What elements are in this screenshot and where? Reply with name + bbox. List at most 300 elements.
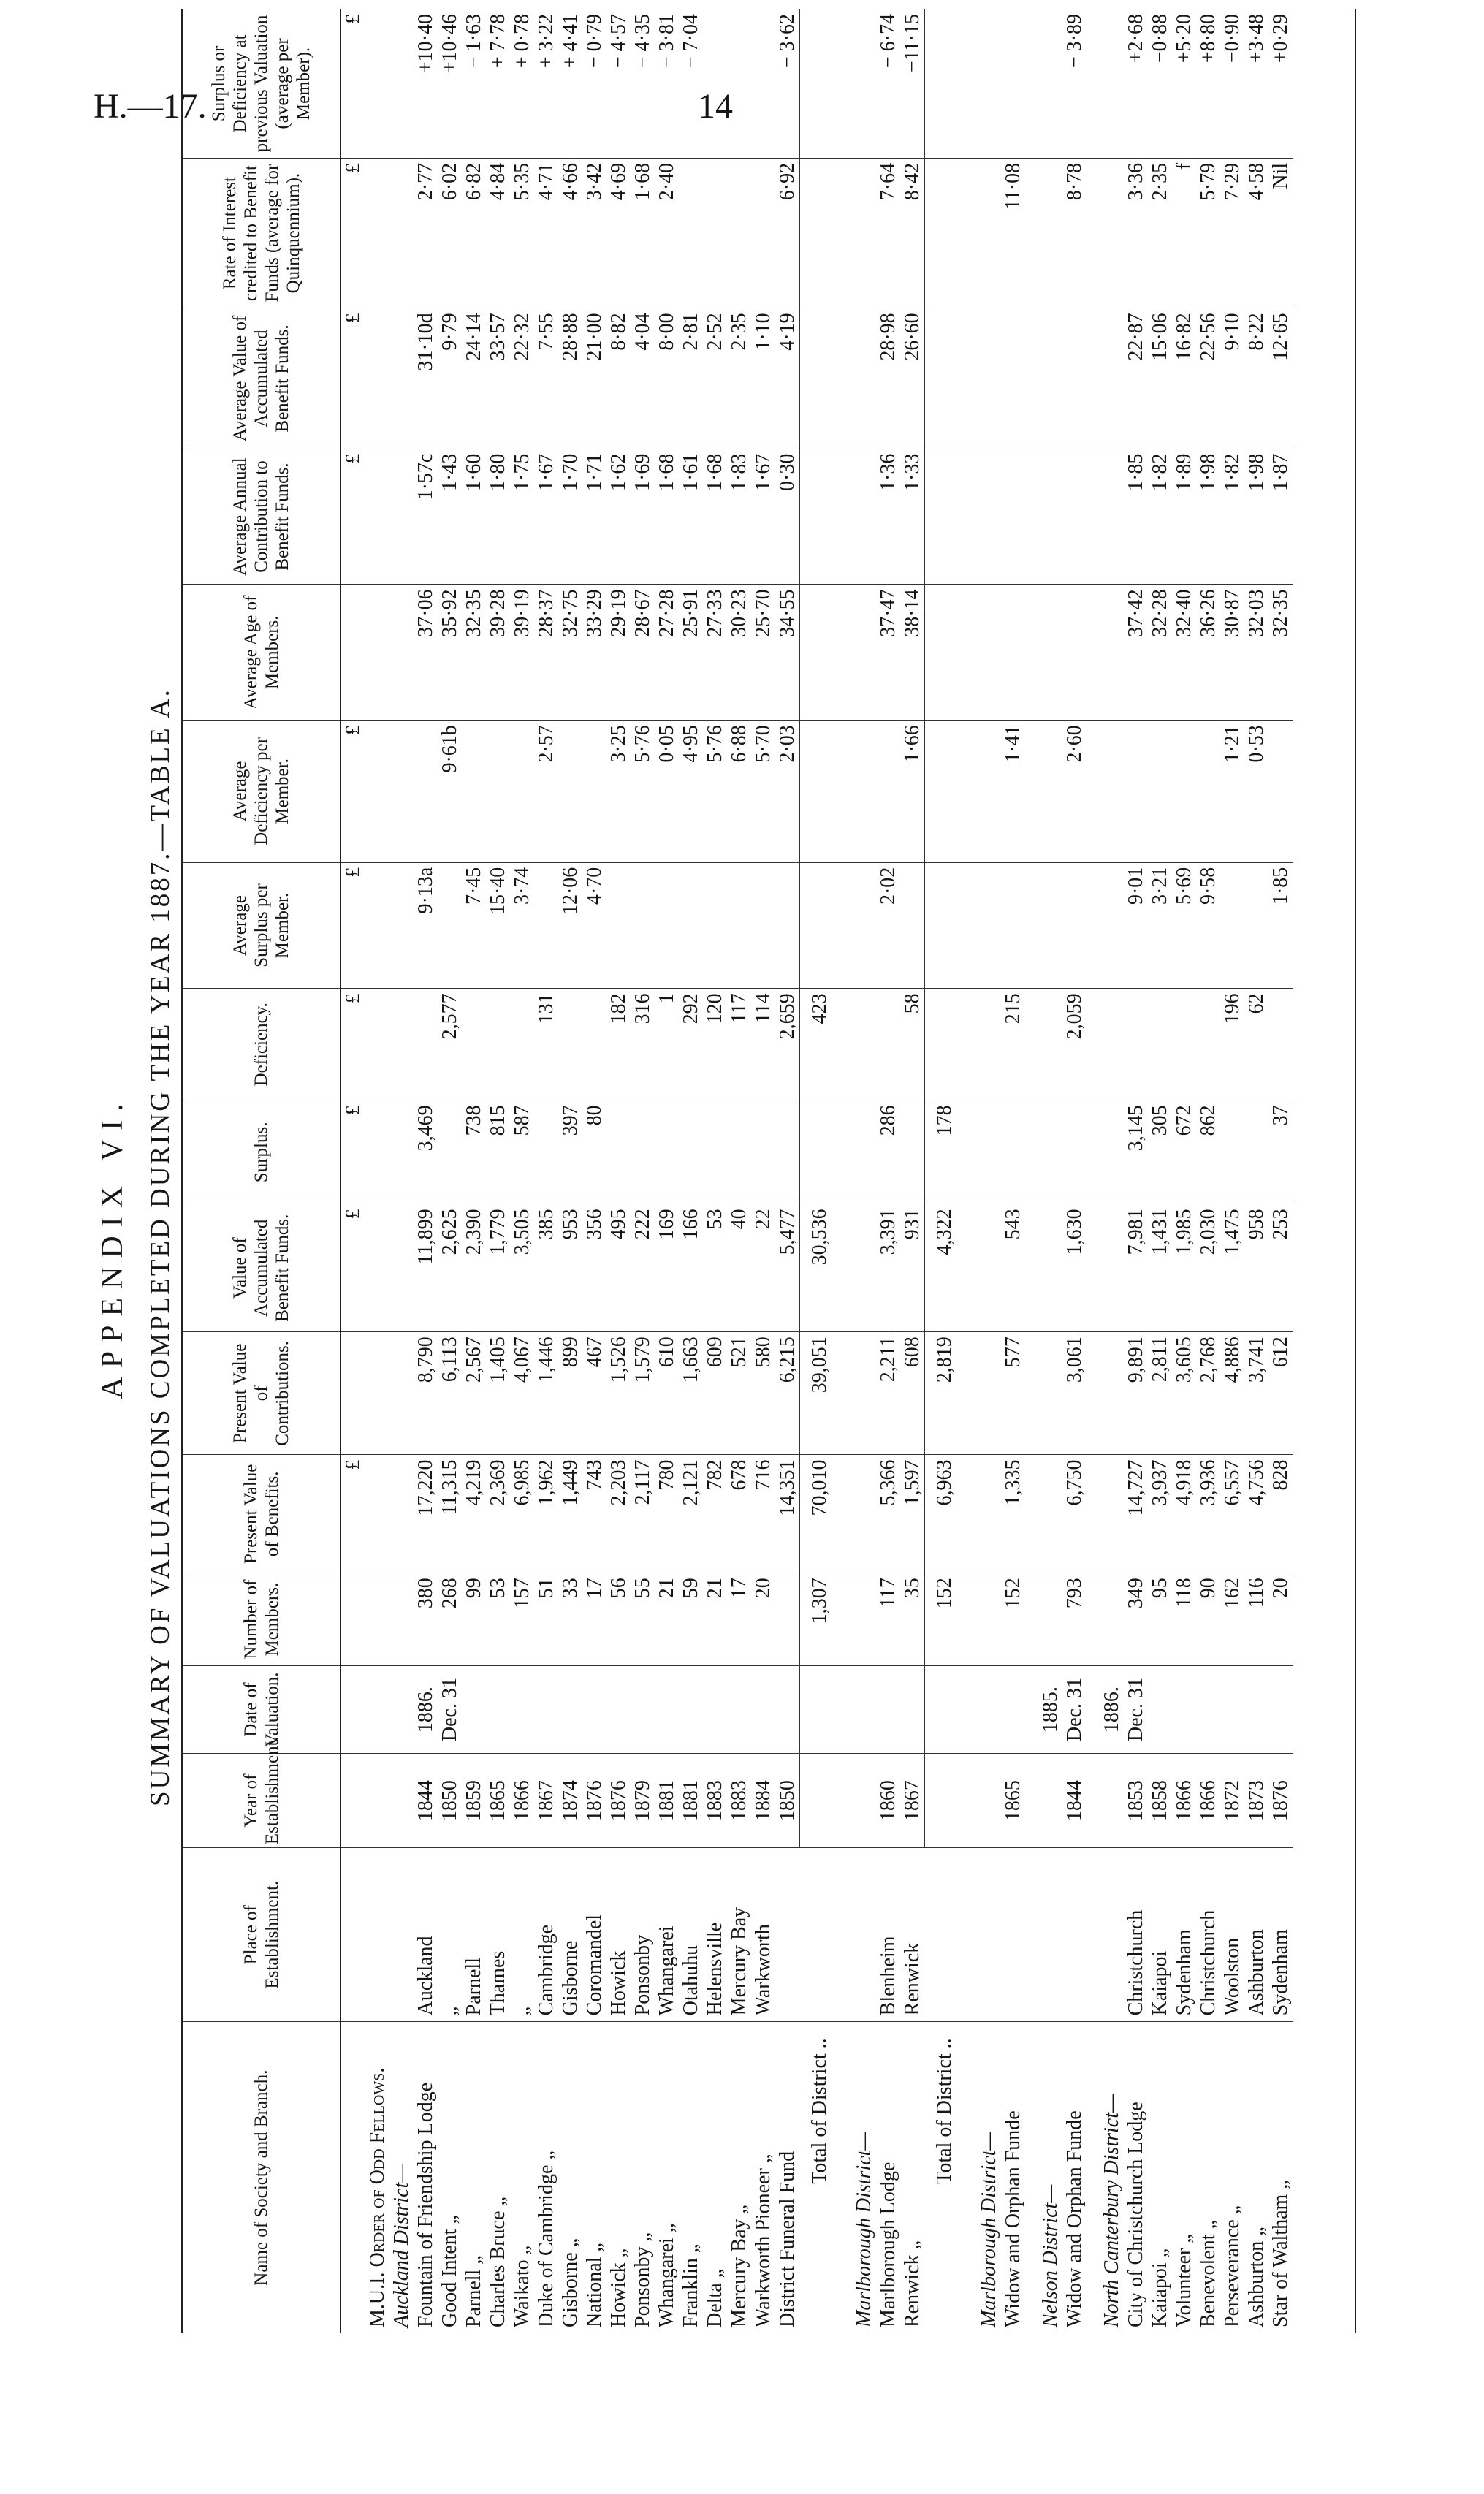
table-cell <box>1025 862 1038 989</box>
table-cell <box>977 1754 1001 1848</box>
table-cell <box>558 989 582 1100</box>
table-cell: 612 <box>1268 1332 1293 1455</box>
table-row <box>1268 9 1293 2333</box>
table-cell <box>703 158 727 308</box>
table-cell: 8·82 <box>606 308 631 449</box>
table-cell <box>900 1100 925 1204</box>
table-cell <box>365 158 389 308</box>
table-cell <box>964 9 977 158</box>
table-cell: 1,449 <box>558 1455 582 1573</box>
table-cell: 2·35 <box>727 308 751 449</box>
table-cell <box>876 1665 900 1753</box>
table-cell <box>800 862 840 989</box>
table-cell: 1866 <box>1196 1754 1220 1848</box>
table-cell: 34·55 <box>775 585 800 721</box>
table-cell <box>1038 1848 1062 2022</box>
table-cell <box>876 721 900 863</box>
table-cell: 32·75 <box>558 585 582 721</box>
table-cell <box>631 1665 655 1753</box>
table-cell: 8·00 <box>655 308 679 449</box>
table-cell: Blenheim <box>876 1848 900 2022</box>
table-cell: 1844 <box>414 1754 438 1848</box>
name-cell <box>1087 2022 1100 2333</box>
name-cell: District Funeral Fund <box>776 2151 799 2327</box>
table-row <box>727 9 751 2333</box>
table-cell <box>1124 721 1148 863</box>
table-cell <box>751 862 775 989</box>
table-cell <box>852 1573 876 1666</box>
table-cell: 1,630 <box>1062 1204 1087 1332</box>
name-cell <box>964 2022 977 2333</box>
table-row <box>582 9 606 2333</box>
table-cell <box>365 1100 389 1204</box>
table-cell <box>1148 989 1172 1100</box>
table-cell <box>800 158 840 308</box>
name-cell: Renwick „ <box>901 2240 924 2327</box>
table-cell <box>1038 1573 1062 1666</box>
table-cell <box>852 158 876 308</box>
table-cell <box>977 1848 1001 2022</box>
table-cell <box>1087 1455 1100 1573</box>
table-cell: 27·33 <box>703 585 727 721</box>
valuations-table <box>183 9 1293 2333</box>
table-cell: − 4·57 <box>606 9 631 158</box>
table-cell: 37 <box>1268 1100 1293 1204</box>
table-cell <box>1038 1455 1062 1573</box>
table-cell: 2,117 <box>631 1455 655 1573</box>
table-cell: 292 <box>679 989 703 1100</box>
table-cell <box>1100 1573 1124 1666</box>
name-cell: Duke of Cambridge „ <box>535 2151 558 2327</box>
table-cell: 120 <box>703 989 727 1100</box>
table-cell <box>679 862 703 989</box>
table-cell: 423 <box>800 989 840 1100</box>
table-cell: 21 <box>703 1573 727 1666</box>
table-cell: 1,431 <box>1148 1204 1172 1332</box>
table-cell <box>839 308 852 449</box>
table-cell: 7·29 <box>1220 158 1244 308</box>
table-cell: 1879 <box>631 1754 655 1848</box>
table-cell: 385 <box>534 1204 558 1332</box>
table-cell: 7·55 <box>534 308 558 449</box>
table-cell <box>1220 1665 1244 1753</box>
table-cell <box>389 862 414 989</box>
table-cell: 178 <box>925 1100 964 1204</box>
table-cell: 2,059 <box>1062 989 1087 1100</box>
table-cell <box>775 1573 800 1666</box>
name-cell: Waikato „ <box>511 2245 533 2327</box>
table-cell: 32·40 <box>1172 585 1196 721</box>
table-cell: 157 <box>510 1573 534 1666</box>
district-heading-row <box>389 9 414 2333</box>
table-row <box>655 9 679 2333</box>
table-cell: 6·92 <box>775 158 800 308</box>
table-cell: 1·10 <box>751 308 775 449</box>
table-cell: 24·14 <box>462 308 486 449</box>
table-cell: 14,351 <box>775 1455 800 1573</box>
table-cell: 2,659 <box>775 989 800 1100</box>
table-cell <box>1001 308 1025 449</box>
table-row <box>1196 9 1220 2333</box>
table-cell <box>1038 862 1062 989</box>
table-cell: Sydenham <box>1172 1848 1196 2022</box>
table-cell: 1·67 <box>534 449 558 585</box>
table-cell: 5,477 <box>775 1204 800 1332</box>
column-header: Average Value of Accumulated Benefit Funds. <box>183 308 340 449</box>
table-cell: +3·48 <box>1244 9 1268 158</box>
table-cell <box>365 1455 389 1573</box>
table-row <box>558 9 582 2333</box>
table-cell <box>389 449 414 585</box>
table-cell: 3·25 <box>606 721 631 863</box>
table-cell: 815 <box>486 1100 510 1204</box>
table-cell: 14,727 <box>1124 1455 1148 1573</box>
table-cell: 3·42 <box>582 158 606 308</box>
table-cell: −0·88 <box>1148 9 1172 158</box>
table-cell <box>977 308 1001 449</box>
table-cell: 99 <box>462 1573 486 1666</box>
table-cell <box>1087 989 1100 1100</box>
district-heading-row <box>1100 9 1124 2333</box>
table-cell: 1,405 <box>486 1332 510 1455</box>
table-cell <box>1087 1573 1100 1666</box>
table-cell <box>839 1665 852 1753</box>
name-cell: Marlborough Lodge <box>877 2162 899 2327</box>
table-cell <box>1100 1848 1124 2022</box>
table-row <box>1124 9 1148 2333</box>
total-row <box>925 9 964 2333</box>
table-cell: 608 <box>900 1332 925 1455</box>
table-cell: 2,577 <box>438 989 462 1100</box>
table-cell <box>1087 862 1100 989</box>
table-cell: 27·28 <box>655 585 679 721</box>
table-row <box>631 9 655 2333</box>
name-cell: Benevolent „ <box>1197 2220 1219 2327</box>
table-cell: 30·87 <box>1220 585 1244 721</box>
table-cell <box>800 1100 840 1204</box>
table-cell: Coromandel <box>582 1848 606 2022</box>
table-cell: 1876 <box>582 1754 606 1848</box>
table-cell <box>1087 158 1100 308</box>
table-cell <box>1038 9 1062 158</box>
column-header: Number of Members. <box>183 1573 340 1666</box>
table-cell: 3,741 <box>1244 1332 1268 1455</box>
table-cell: 15·40 <box>486 862 510 989</box>
table-cell: „ <box>510 1848 534 2022</box>
table-cell <box>389 989 414 1100</box>
table-cell: 1866 <box>1172 1754 1196 1848</box>
table-cell: 356 <box>582 1204 606 1332</box>
table-cell: − 1·63 <box>462 9 486 158</box>
table-cell: 1·68 <box>703 449 727 585</box>
table-cell <box>1062 1100 1087 1204</box>
table-cell: +5·20 <box>1172 9 1196 158</box>
table-cell <box>964 1665 977 1753</box>
table-cell <box>1001 9 1025 158</box>
name-cell: Auckland District— <box>390 2164 413 2327</box>
table-cell: 8·22 <box>1244 308 1268 449</box>
table-cell: £ <box>340 989 365 1100</box>
table-cell <box>876 989 900 1100</box>
table-cell: 4·70 <box>582 862 606 989</box>
table-cell: 131 <box>534 989 558 1100</box>
table-cell <box>365 585 389 721</box>
table-cell: 580 <box>751 1332 775 1455</box>
table-cell <box>852 1100 876 1204</box>
table-cell: 37·47 <box>876 585 900 721</box>
table-cell: 1·85 <box>1268 862 1293 989</box>
table-cell <box>977 585 1001 721</box>
table-cell: 53 <box>703 1204 727 1332</box>
table-cell: − 3·89 <box>1062 9 1087 158</box>
table-cell: 380 <box>414 1573 438 1666</box>
table-cell <box>1148 721 1172 863</box>
table-cell <box>1062 862 1087 989</box>
table-cell <box>1268 1665 1293 1753</box>
table-cell <box>727 1665 751 1753</box>
table-cell <box>964 1848 977 2022</box>
table-cell: 22·32 <box>510 308 534 449</box>
table-cell: 222 <box>631 1204 655 1332</box>
table-cell <box>340 1665 365 1753</box>
column-header: Name of Society and Branch. <box>183 2022 340 2333</box>
column-header: Present Value of Contributions. <box>183 1332 340 1455</box>
table-cell <box>340 585 365 721</box>
table-cell <box>655 1100 679 1204</box>
table-cell <box>839 1100 852 1204</box>
name-cell <box>1025 2022 1038 2333</box>
table-cell <box>925 158 964 308</box>
table-cell: 1·60 <box>462 449 486 585</box>
table-cell: 22·87 <box>1124 308 1148 449</box>
table-cell: 1884 <box>751 1754 775 1848</box>
table-cell <box>1100 449 1124 585</box>
table-cell: 609 <box>703 1332 727 1455</box>
table-cell <box>925 989 964 1100</box>
table-cell <box>925 721 964 863</box>
table-cell: 543 <box>1001 1204 1025 1332</box>
table-cell: 116 <box>1244 1573 1268 1666</box>
table-cell: 7·45 <box>462 862 486 989</box>
table-cell <box>839 9 852 158</box>
table-row <box>1148 9 1172 2333</box>
table-cell: 5·76 <box>703 721 727 863</box>
table-cell: Cambridge <box>534 1848 558 2022</box>
table-cell <box>389 1665 414 1753</box>
table-cell: 9·61b <box>438 721 462 863</box>
column-header: Average Deficiency per Member. <box>183 721 340 863</box>
table-cell <box>775 1848 800 2022</box>
table-cell <box>510 721 534 863</box>
table-cell <box>389 1100 414 1204</box>
table-cell: Otahuhu <box>679 1848 703 2022</box>
table-cell: 1865 <box>1001 1754 1025 1848</box>
table-cell: 2,203 <box>606 1455 631 1573</box>
table-cell: 467 <box>582 1332 606 1455</box>
table-cell: 0·53 <box>1244 721 1268 863</box>
table-cell <box>964 1204 977 1332</box>
document-code: H.—17. <box>94 87 207 126</box>
table-cell <box>1025 1754 1038 1848</box>
table-cell: 20 <box>1268 1573 1293 1666</box>
table-cell: 3,605 <box>1172 1332 1196 1455</box>
table-cell: 1866 <box>510 1754 534 1848</box>
table-cell <box>800 449 840 585</box>
table-cell <box>727 158 751 308</box>
table-cell <box>1100 1100 1124 1204</box>
table-cell: 162 <box>1220 1573 1244 1666</box>
table-cell: 33·57 <box>486 308 510 449</box>
table-cell: +2·68 <box>1124 9 1148 158</box>
table-cell: 1844 <box>1062 1754 1087 1848</box>
table-cell <box>1268 721 1293 863</box>
table-cell: 1·70 <box>558 449 582 585</box>
table-cell <box>340 1754 365 1848</box>
table-cell: 5·70 <box>751 721 775 863</box>
table-cell: 32·28 <box>1148 585 1172 721</box>
table-cell <box>839 989 852 1100</box>
table-cell: 20 <box>751 1573 775 1666</box>
district-heading-row <box>852 9 876 2333</box>
table-cell <box>800 308 840 449</box>
table-cell: 1·67 <box>751 449 775 585</box>
table-cell <box>727 1100 751 1204</box>
table-cell: 2·35 <box>1148 158 1172 308</box>
table-cell <box>775 862 800 989</box>
table-cell: 22·56 <box>1196 308 1220 449</box>
table-row <box>1244 9 1268 2333</box>
table-cell: 17 <box>727 1573 751 1666</box>
table-cell: 2,030 <box>1196 1204 1220 1332</box>
table-cell: 1,307 <box>800 1573 840 1666</box>
table-cell <box>925 9 964 158</box>
column-header: Year of Establishment. <box>183 1754 340 1848</box>
table-cell <box>486 721 510 863</box>
table-cell: 25·70 <box>751 585 775 721</box>
table-cell <box>1100 158 1124 308</box>
table-cell: £ <box>340 1204 365 1332</box>
table-cell: 7,981 <box>1124 1204 1148 1332</box>
table-cell: 166 <box>679 1204 703 1332</box>
table-cell <box>1025 585 1038 721</box>
table-cell: Kaiapoi <box>1148 1848 1172 2022</box>
table-row <box>1001 9 1025 2333</box>
table-cell: 1,962 <box>534 1455 558 1573</box>
table-cell: 3,145 <box>1124 1100 1148 1204</box>
table-cell: 678 <box>727 1455 751 1573</box>
table-cell <box>365 9 389 158</box>
table-cell <box>900 1665 925 1753</box>
table-cell: 1,446 <box>534 1332 558 1455</box>
table-cell: 1883 <box>703 1754 727 1848</box>
table-cell: 2,567 <box>462 1332 486 1455</box>
table-cell <box>925 1848 964 2022</box>
table-cell: 33·29 <box>582 585 606 721</box>
table-cell <box>1172 989 1196 1100</box>
table-cell: 70,010 <box>800 1455 840 1573</box>
table-cell <box>1087 1100 1100 1204</box>
table-cell <box>1087 1204 1100 1332</box>
table-cell <box>839 1754 852 1848</box>
table-cell: 2·77 <box>414 158 438 308</box>
table-cell <box>839 158 852 308</box>
table-cell <box>925 1665 964 1753</box>
table-cell: − 4·35 <box>631 9 655 158</box>
page-number: 14 <box>698 87 733 126</box>
name-cell: Marlborough District— <box>978 2132 1000 2327</box>
district-heading-row <box>1038 9 1062 2333</box>
name-cell: M.U.I. Order of Odd Fellows. <box>366 2067 389 2327</box>
table-row <box>876 9 900 2333</box>
name-cell: Ashburton „ <box>1245 2227 1268 2327</box>
table-cell <box>1100 1332 1124 1455</box>
table-cell <box>1025 1848 1038 2022</box>
table-cell: 6,113 <box>438 1332 462 1455</box>
table-cell: 152 <box>925 1573 964 1666</box>
table-cell: 716 <box>751 1455 775 1573</box>
table-cell: Howick <box>606 1848 631 2022</box>
table-cell <box>977 989 1001 1100</box>
table-cell: 2·02 <box>876 862 900 989</box>
table-cell <box>964 1455 977 1573</box>
table-cell: 16·82 <box>1172 308 1196 449</box>
table-cell <box>852 449 876 585</box>
table-cell <box>510 989 534 1100</box>
table-cell <box>1038 158 1062 308</box>
table-cell: 3·36 <box>1124 158 1148 308</box>
table-cell: 6,215 <box>775 1332 800 1455</box>
column-header: Surplus or Deficiency at previous Valuation (average per Member). <box>183 9 340 158</box>
table-cell: 1·68 <box>631 158 655 308</box>
table-cell <box>925 449 964 585</box>
column-header: Surplus. <box>183 1100 340 1204</box>
table-cell <box>839 862 852 989</box>
table-cell: 2·52 <box>703 308 727 449</box>
table-cell <box>727 9 751 158</box>
table-cell <box>964 585 977 721</box>
table-cell <box>977 721 1001 863</box>
table-cell: 1·98 <box>1196 449 1220 585</box>
table-cell: 1·71 <box>582 449 606 585</box>
table-row <box>775 9 800 2333</box>
table-cell <box>1100 862 1124 989</box>
table-cell: Sydenham <box>1268 1848 1293 2022</box>
table-cell: 117 <box>876 1573 900 1666</box>
table-cell <box>1100 1204 1124 1332</box>
table-cell: 931 <box>900 1204 925 1332</box>
table-row <box>414 9 438 2333</box>
table-cell <box>582 989 606 1100</box>
table-cell <box>631 862 655 989</box>
table-cell: 1·82 <box>1148 449 1172 585</box>
table-cell <box>1025 1573 1038 1666</box>
table-cell: 32·35 <box>462 585 486 721</box>
table-cell <box>964 721 977 863</box>
table-cell: +0·29 <box>1268 9 1293 158</box>
table-cell: 30,536 <box>800 1204 840 1332</box>
table-cell: 6,750 <box>1062 1455 1087 1573</box>
table-cell: 1,779 <box>486 1204 510 1332</box>
table-cell: 1·85 <box>1124 449 1148 585</box>
table-cell <box>534 862 558 989</box>
table-cell <box>977 1100 1001 1204</box>
table-cell: 31·10d <box>414 308 438 449</box>
table-cell: Parnell <box>462 1848 486 2022</box>
name-cell: Parnell „ <box>463 2255 485 2327</box>
name-cell: Mercury Bay „ <box>728 2205 750 2327</box>
column-header: Date of Valuation. <box>183 1665 340 1753</box>
table-cell: 1,985 <box>1172 1204 1196 1332</box>
